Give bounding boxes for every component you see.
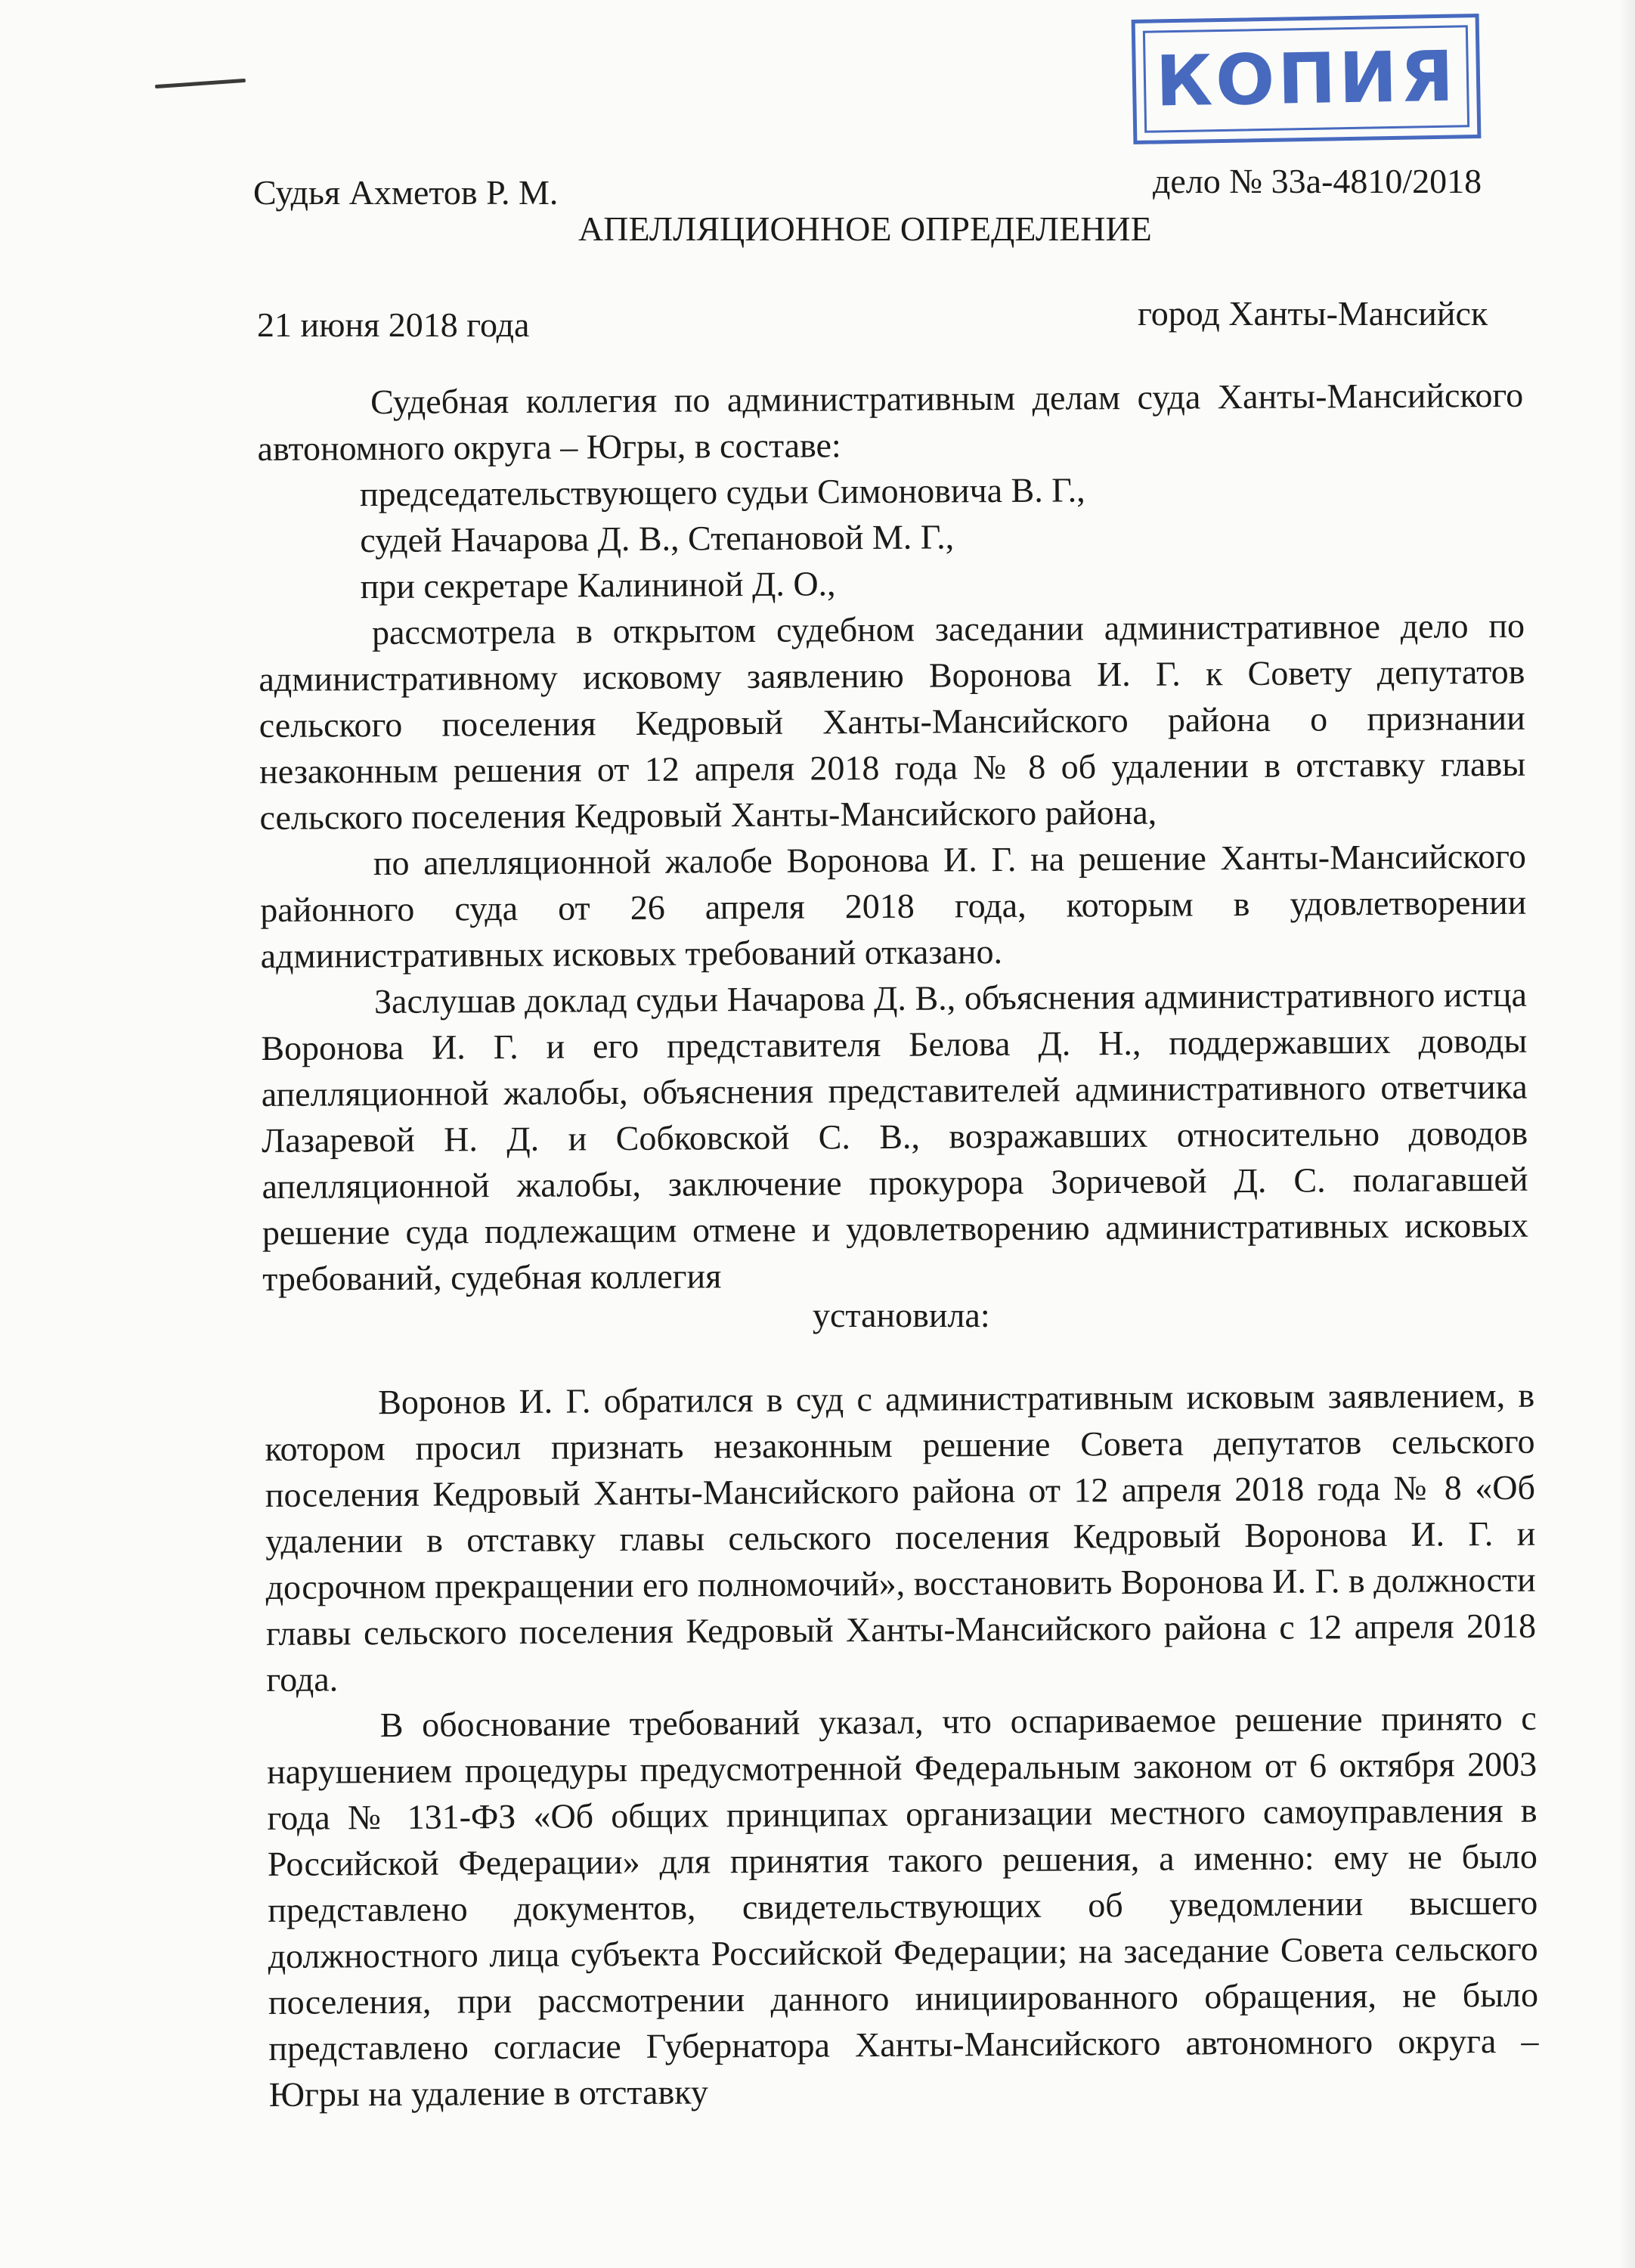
scan-mark bbox=[155, 79, 246, 88]
document-date: 21 июня 2018 года bbox=[257, 305, 530, 344]
appeal-paragraph: по апелляционной жалобе Воронова И. Г. на решение Ханты-Мансийского районного суда от 26 апреля 2018 года, которым в удовлетворении административных исковых требований отказано. bbox=[260, 836, 1527, 975]
section-title: установила: bbox=[813, 1296, 990, 1334]
secretary-line: при секретаре Калининой Д. О., bbox=[360, 564, 836, 606]
page-edge-shadow bbox=[1618, 0, 1635, 2268]
copy-stamp-frame bbox=[1143, 25, 1469, 132]
findings-paragraph-1: Воронов И. Г. обратился в суд с административным исковым заявлением, в котором просил признать незаконным решение Совета депутатов сельского поселения Кедровый Ханты-Мансийского района от 12 апреля 2018 года № 8 «Об удалении в отставку главы сельского поселения Кедровый Воронова И. Г. и досрочном прекращении его полномочий», восстановить Воронова И. Г. в должности главы сельского поселения Кедровый Ханты-Мансийского района с 12 апреля 2018 года. bbox=[265, 1375, 1537, 1699]
presiding-judge-line: председательствующего судьи Симоновича В. Г., bbox=[359, 470, 1085, 514]
intro-section bbox=[257, 372, 1528, 1302]
judges-line: судей Начарова Д. В., Степановой М. Г., bbox=[360, 517, 955, 560]
judge-name: Судья Ахметов Р. М. bbox=[253, 173, 559, 212]
document-city: город Ханты-Мансийск bbox=[1138, 294, 1488, 333]
document-title: АПЕЛЛЯЦИОННОЕ ОПРЕДЕЛЕНИЕ bbox=[578, 209, 1152, 248]
case-number: дело № 33а-4810/2018 bbox=[1153, 162, 1482, 200]
findings-section bbox=[265, 1372, 1539, 2118]
intro-paragraph: Судебная коллегия по административным делам суда Ханты-Мансийского автономного округа – Югры, в составе: bbox=[257, 375, 1524, 468]
copy-stamp-text: КОПИЯ bbox=[1154, 36, 1458, 122]
hearing-paragraph: Заслушав доклад судьи Начарова Д. В., объяснения административного истца Воронова И. Г. и его представителя Белова Д. Н., поддержавших доводы апелляционной жалобы, объяснения представителей административного ответчика Лазаревой Н. Д. и Собковской С. В., возражавших относительно доводов апелляционной жалобы, заключение прокурора Зоричевой Д. С. полагавшей решение суда подлежащим отмене и удовлетворению административных исковых требований, судебная коллегия bbox=[261, 974, 1529, 1298]
case-description-paragraph: рассмотрела в открытом судебном заседании административное дело по административному исковому заявлению Воронова И. Г. к Совету депутатов сельского поселения Кедровый Ханты-Мансийского района о признании незаконным решения от 12 апреля 2018 года № 8 об удалении в отставку главы сельского поселения Кедровый Ханты-Мансийского района, bbox=[259, 606, 1526, 837]
copy-stamp bbox=[1132, 14, 1482, 144]
findings-paragraph-2: В обоснование требований указал, что оспариваемое решение принято с нарушением процедуры предусмотренной Федеральным законом от 6 октября 2003 года № 131-ФЗ «Об общих принципах организации местного самоуправления в Российской Федерации» для принятия такого решения, а именно: ему не было представлено документов, свидетельствующих об уведомлении высшего должностного лица субъекта Российской Федерации; на заседание Совета сельского поселения, при рассмотрении данного инициированного обращения, не было представлено согласие Губернатора Ханты-Мансийского автономного округа – Югры на удаление в отставку bbox=[267, 1698, 1539, 2114]
